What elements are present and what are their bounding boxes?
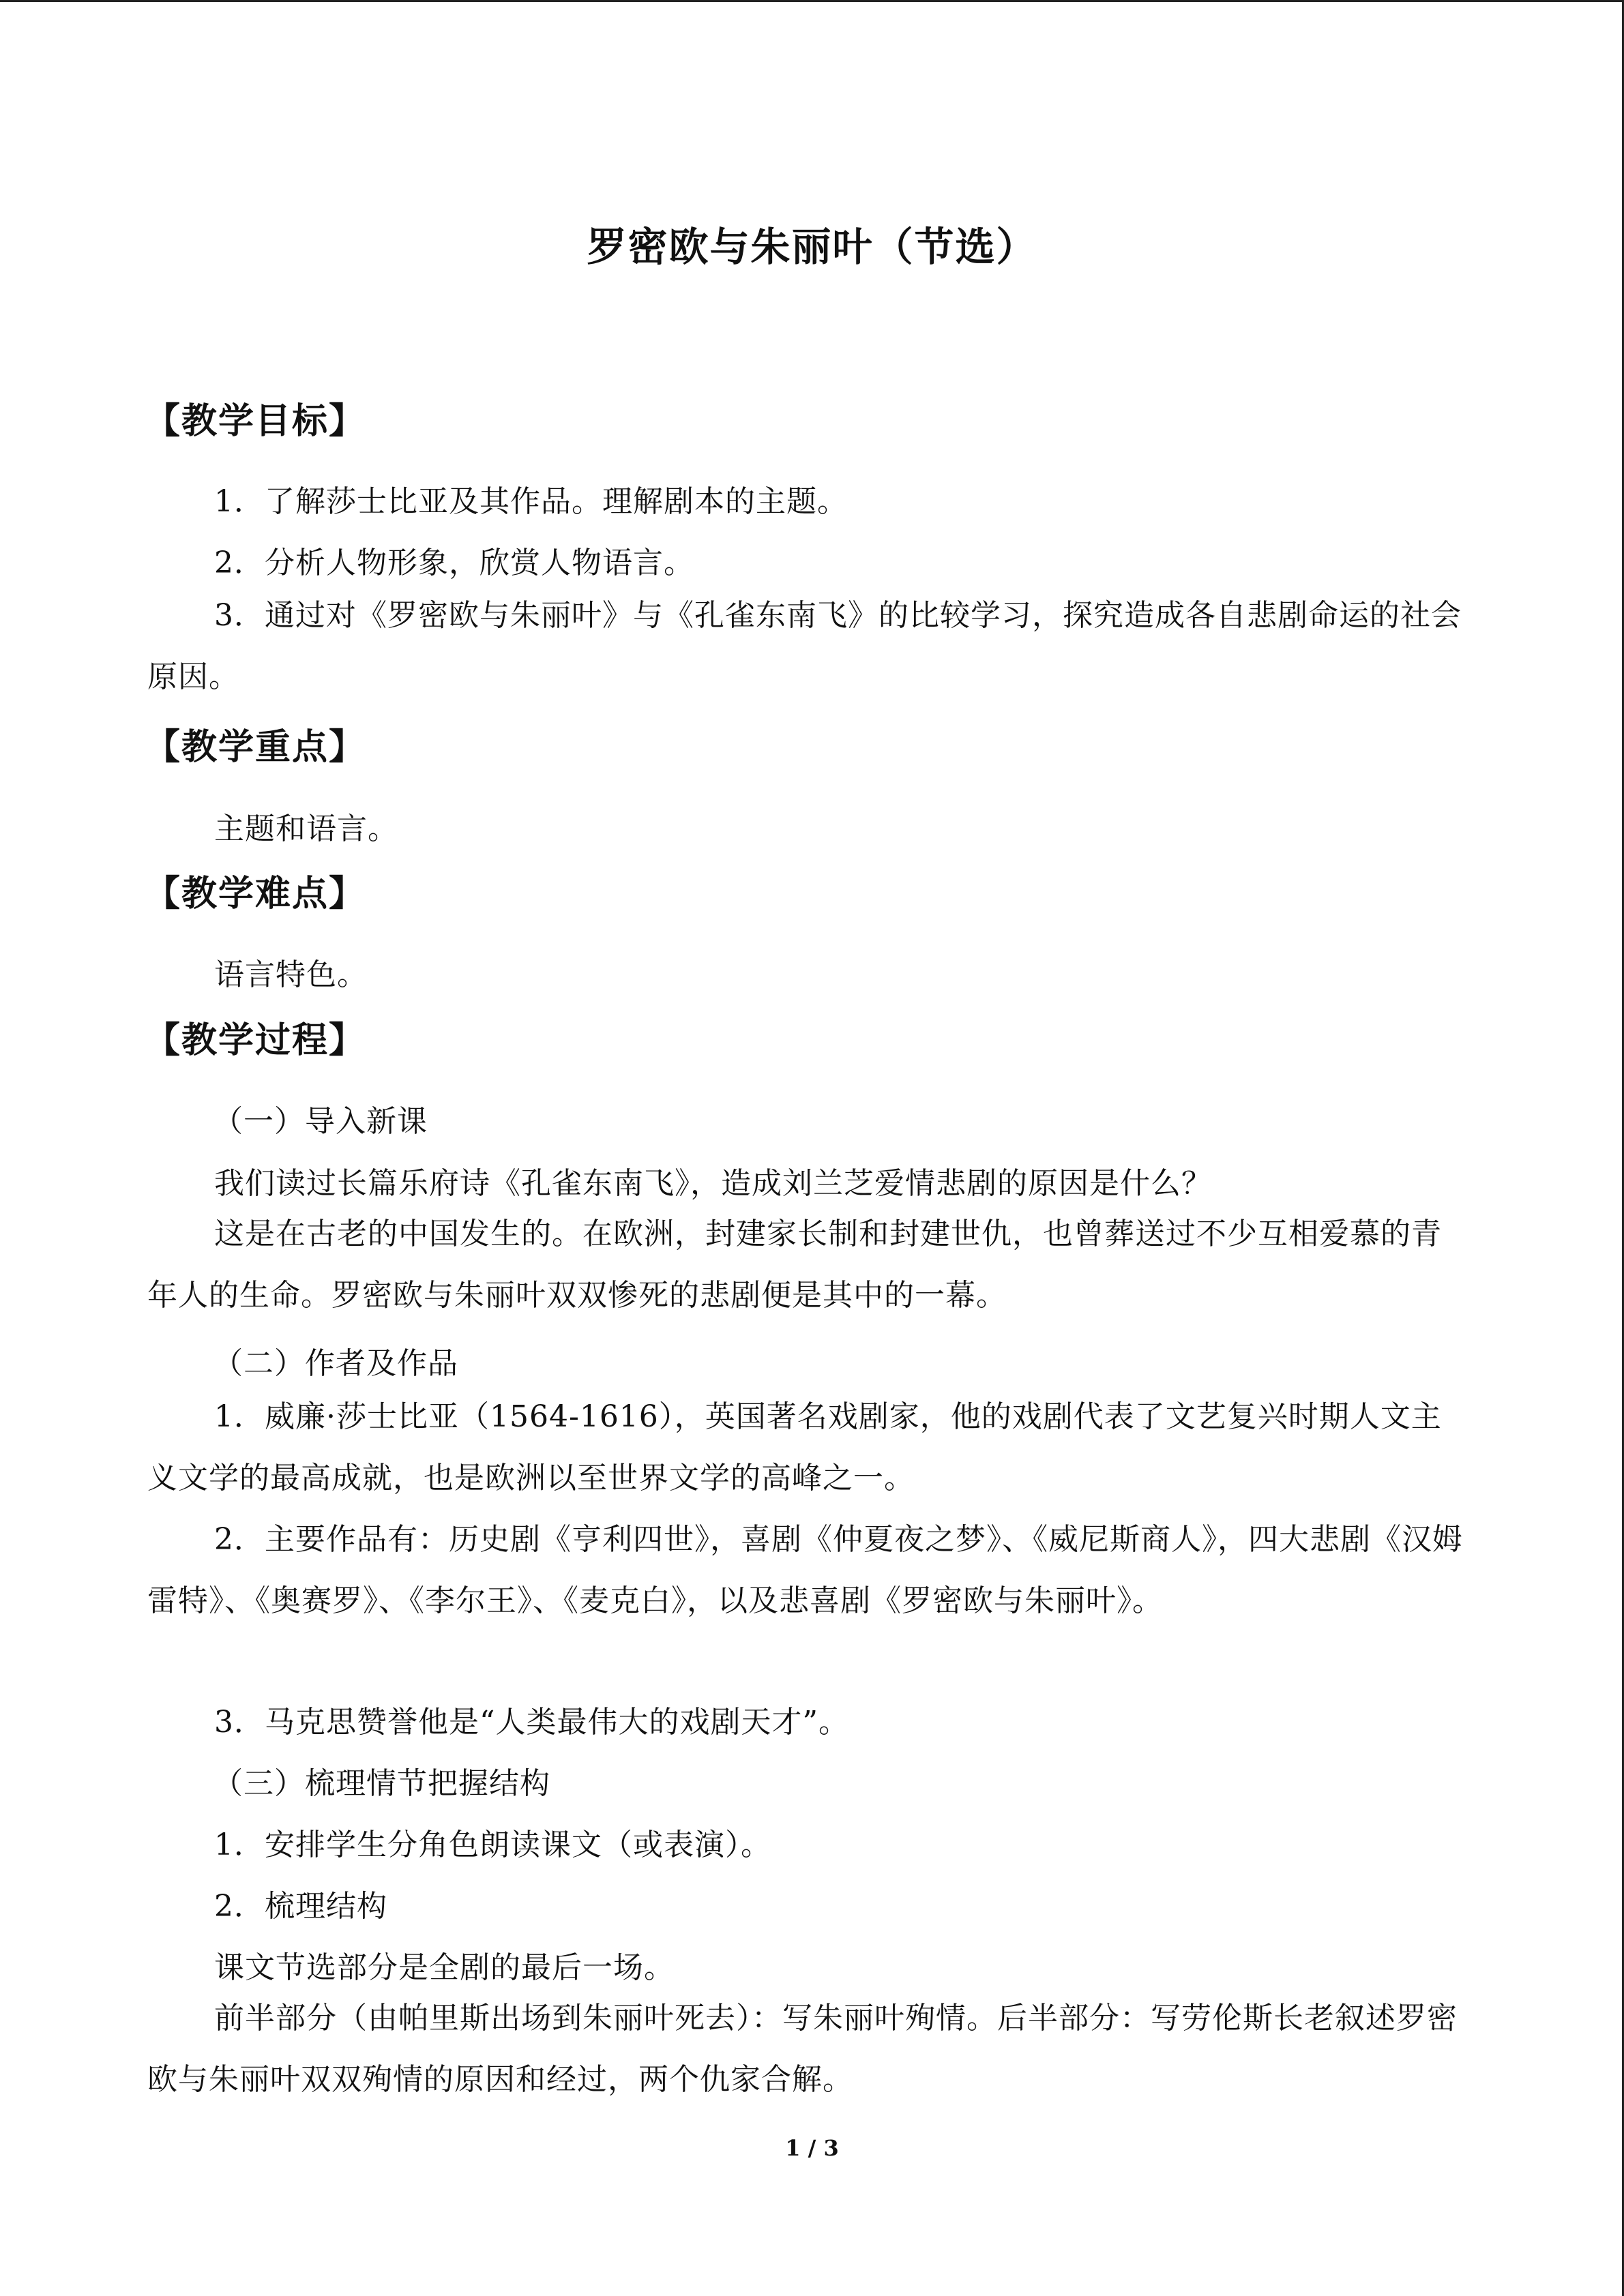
document-title: 罗密欧与朱丽叶（节选） [587, 224, 1037, 270]
objective-item-1: 1．了解莎士比亚及其作品。理解剧本的主题。 [214, 484, 848, 519]
objective-item-3: 3．通过对《罗密欧与朱丽叶》与《孔雀东南飞》的比较学习，探究造成各自悲剧命运的社会原因。 [147, 598, 1462, 694]
process-part2-p3: 3．马克思赞誉他是“人类最伟大的戏剧天才”。 [214, 1705, 849, 1740]
process-part1-p2: 这是在古老的中国发生的。在欧洲，封建家长制和封建世仇，也曾葬送过不少互相爱慕的青年人的生命。罗密欧与朱丽叶双双惨死的悲剧便是其中的一幕。 [147, 1217, 1442, 1313]
process-part3-p2: 2．梳理结构 [214, 1889, 387, 1924]
process-part3-p3: 课文节选部分是全剧的最后一场。 [214, 1950, 675, 1985]
process-part2-p1: 1．威廉·莎士比亚（1564-1616），英国著名戏剧家，他的戏剧代表了文艺复兴时期人文主义文学的最高成就，也是欧洲以至世界文学的高峰之一。 [147, 1399, 1442, 1495]
section-heading-key-points: 【教学重点】 [145, 726, 366, 768]
process-part3-p4: 前半部分（由帕里斯出场到朱丽叶死去）：写朱丽叶殉情。后半部分：写劳伦斯长老叙述罗密欧与朱丽叶双双殉情的原因和经过，两个仇家合解。 [147, 2001, 1458, 2097]
process-part2-title: （二）作者及作品 [213, 1346, 458, 1381]
section-heading-process: 【教学过程】 [145, 1019, 366, 1061]
section-heading-objectives: 【教学目标】 [145, 400, 366, 442]
page-number: 1 / 3 [785, 2135, 839, 2161]
objective-item-2: 2．分析人物形象，欣赏人物语言。 [214, 546, 694, 580]
process-part3-title: （三）梳理情节把握结构 [213, 1766, 550, 1801]
process-part2-p2: 2．主要作品有：历史剧《亨利四世》，喜剧《仲夏夜之梦》、《威尼斯商人》，四大悲剧《汉姆雷特》、《奥赛罗》、《李尔王》、《麦克白》，以及悲喜剧《罗密欧与朱丽叶》。 [147, 1522, 1463, 1618]
process-part1-title: （一）导入新课 [213, 1104, 428, 1139]
process-part1-p1: 我们读过长篇乐府诗《孔雀东南飞》，造成刘兰芝爱情悲剧的原因是什么？ [214, 1166, 1212, 1201]
key-points-text: 主题和语言。 [214, 811, 398, 846]
section-heading-difficulties: 【教学难点】 [145, 873, 366, 914]
process-part3-p1: 1．安排学生分角色朗读课文（或表演）。 [214, 1828, 771, 1862]
difficulties-text: 语言特色。 [214, 957, 368, 992]
